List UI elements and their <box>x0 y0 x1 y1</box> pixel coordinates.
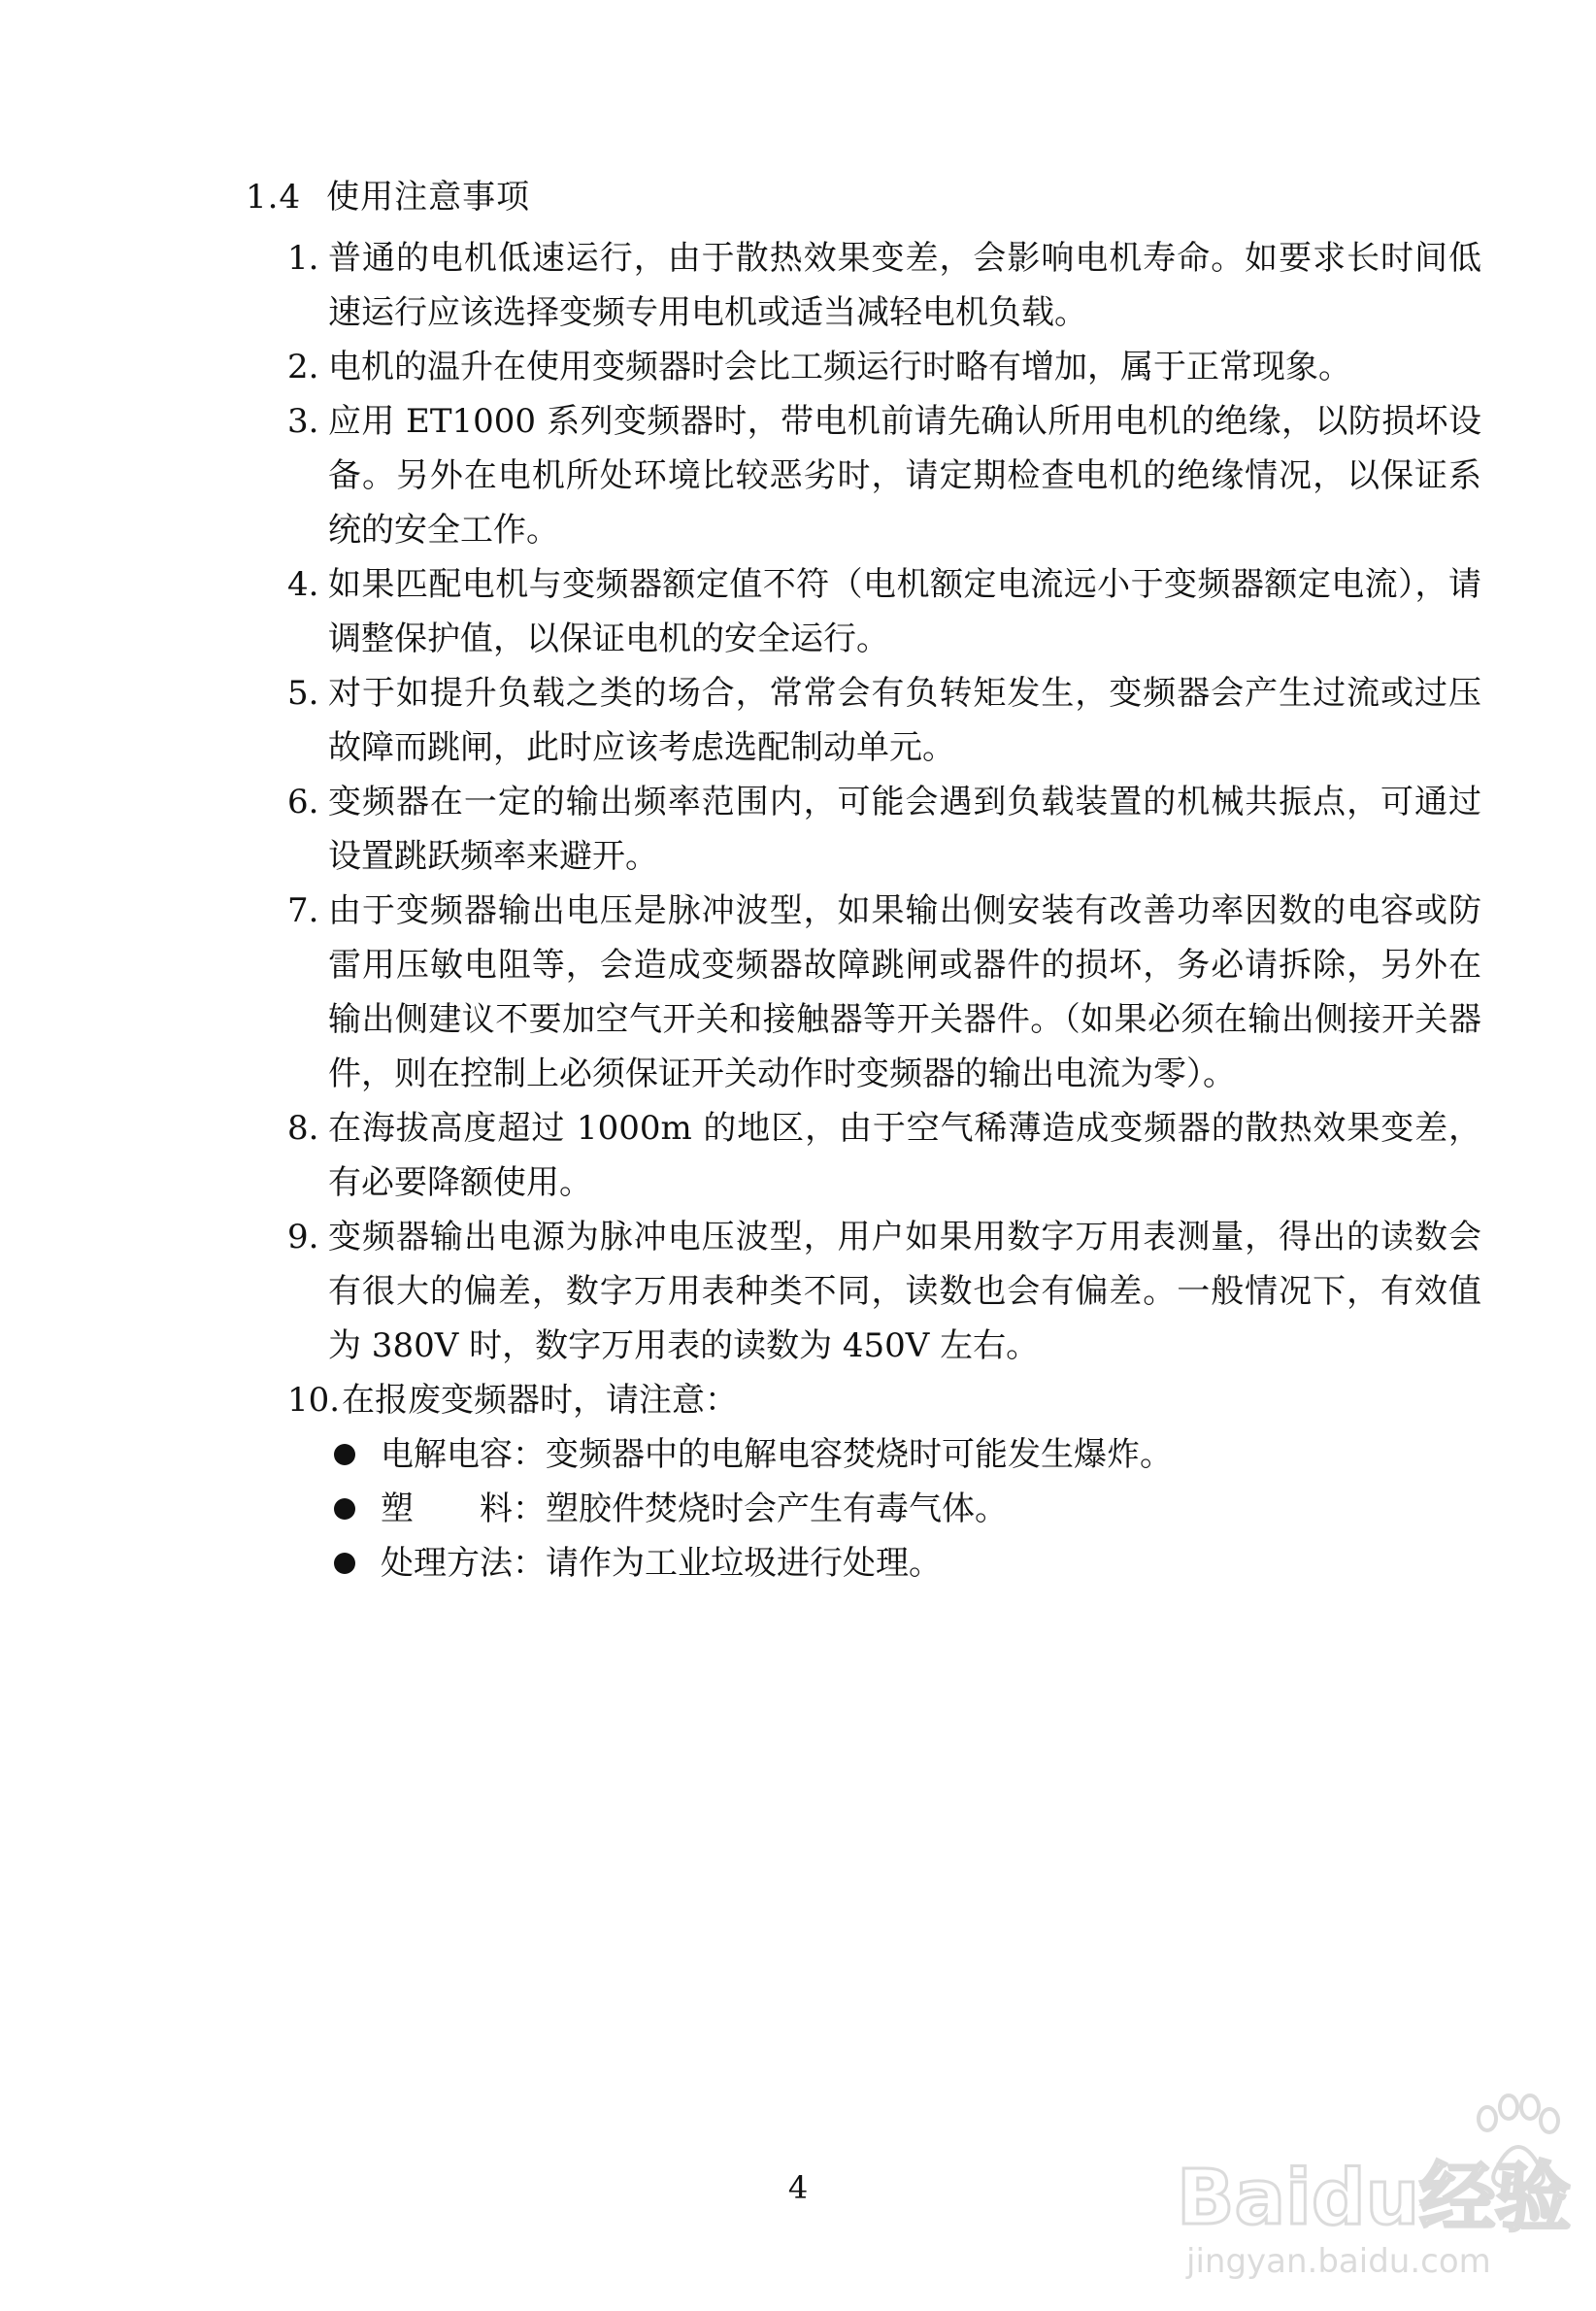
list-item <box>287 557 1481 666</box>
item-text: 电机的温升在使用变频器时会比工频运行时略有增加，属于正常现象。 <box>328 348 1351 386</box>
list-item <box>287 394 1481 557</box>
list-item <box>287 231 1481 340</box>
baidu-jingyan-watermark-logo <box>1167 2078 1575 2282</box>
list-item <box>287 1101 1481 1210</box>
item-index: 10. <box>287 1381 341 1420</box>
item-text: 变频器在一定的输出频率范围内，可能会遇到负载装置的机械共振点，可通过设置跳跃频率来避开。 <box>328 783 1481 876</box>
item-index: 1. <box>287 239 319 278</box>
bullet-dot-icon <box>334 1553 355 1574</box>
item-text: 如果匹配电机与变频器额定值不符（电机额定电流远小于变频器额定电流），请调整保护值，以保证电机的安全运行。 <box>328 565 1481 658</box>
section-number: 1.4 <box>246 178 302 217</box>
item-index: 7. <box>287 891 319 930</box>
watermark-brand-text: Baidu经验 <box>1177 2155 1572 2242</box>
list-item <box>287 1210 1481 1373</box>
disposal-bullets-container <box>287 1427 1481 1591</box>
item-text: 对于如提升负载之类的场合，常常会有负转矩发生，变频器会产生过流或过压故障而跳闸，此时应该考虑选配制动单元。 <box>328 674 1481 767</box>
bullet-text: 处理方法：请作为工业垃圾进行处理。 <box>381 1544 942 1583</box>
item-index: 6. <box>287 783 319 821</box>
item-index: 5. <box>287 674 319 713</box>
disposal-bullets <box>287 1427 1481 1591</box>
item-text: 由于变频器输出电压是脉冲波型，如果输出侧安装有改善功率因数的电容或防雷用压敏电阻等，会造成变频器故障跳闸或器件的损坏，务必请拆除，另外在输出侧建议不要加空气开关和接触器等开关器件。（如果必须在输出侧接开关器件，则在控制上必须保证开关动作时变频器的输出电流为零）。 <box>328 891 1481 1093</box>
bullet-item <box>334 1427 1481 1482</box>
precautions-list <box>287 231 1481 1591</box>
item-text: 在报废变频器时，请注意： <box>342 1381 738 1420</box>
bullet-text: 电解电容：变频器中的电解电容焚烧时可能发生爆炸。 <box>381 1435 1173 1474</box>
section-title: 使用注意事项 <box>326 178 531 217</box>
page-number: 4 <box>787 2169 809 2206</box>
bullet-item <box>334 1536 1481 1591</box>
watermark-url-text: jingyan.baidu.com <box>1186 2242 1491 2281</box>
item-text: 变频器输出电源为脉冲电压波型，用户如果用数字万用表测量，得出的读数会有很大的偏差，数字万用表种类不同，读数也会有偏差。一般情况下，有效值为 380V 时，数字万用表的读数为 450V 左右。 <box>328 1218 1481 1365</box>
item-index: 4. <box>287 565 319 604</box>
item-index: 9. <box>287 1218 319 1256</box>
list-item <box>287 775 1481 884</box>
list-item <box>287 884 1481 1101</box>
item-index: 2. <box>287 348 319 386</box>
bullet-dot-icon <box>334 1444 355 1465</box>
section-heading <box>246 173 530 221</box>
item-text: 普通的电机低速运行，由于散热效果变差，会影响电机寿命。如要求长时间低速运行应该选择变频专用电机或适当减轻电机负载。 <box>328 239 1481 332</box>
item-text: 在海拔高度超过 1000m 的地区，由于空气稀薄造成变频器的散热效果变差，有必要降额使用。 <box>328 1109 1481 1202</box>
bullet-text: 塑 料：塑胶件焚烧时会产生有毒气体。 <box>381 1490 1008 1528</box>
list-item <box>287 1373 1481 1427</box>
bullet-dot-icon <box>334 1498 355 1520</box>
list-item <box>287 666 1481 775</box>
item-text: 应用 ET1000 系列变频器时，带电机前请先确认所用电机的绝缘，以防损坏设备。另外在电机所处环境比较恶劣时，请定期检查电机的绝缘情况，以保证系统的安全工作。 <box>328 402 1481 550</box>
bullet-item <box>334 1482 1481 1536</box>
list-item <box>287 340 1481 394</box>
item-index: 8. <box>287 1109 319 1148</box>
item-index: 3. <box>287 402 319 441</box>
